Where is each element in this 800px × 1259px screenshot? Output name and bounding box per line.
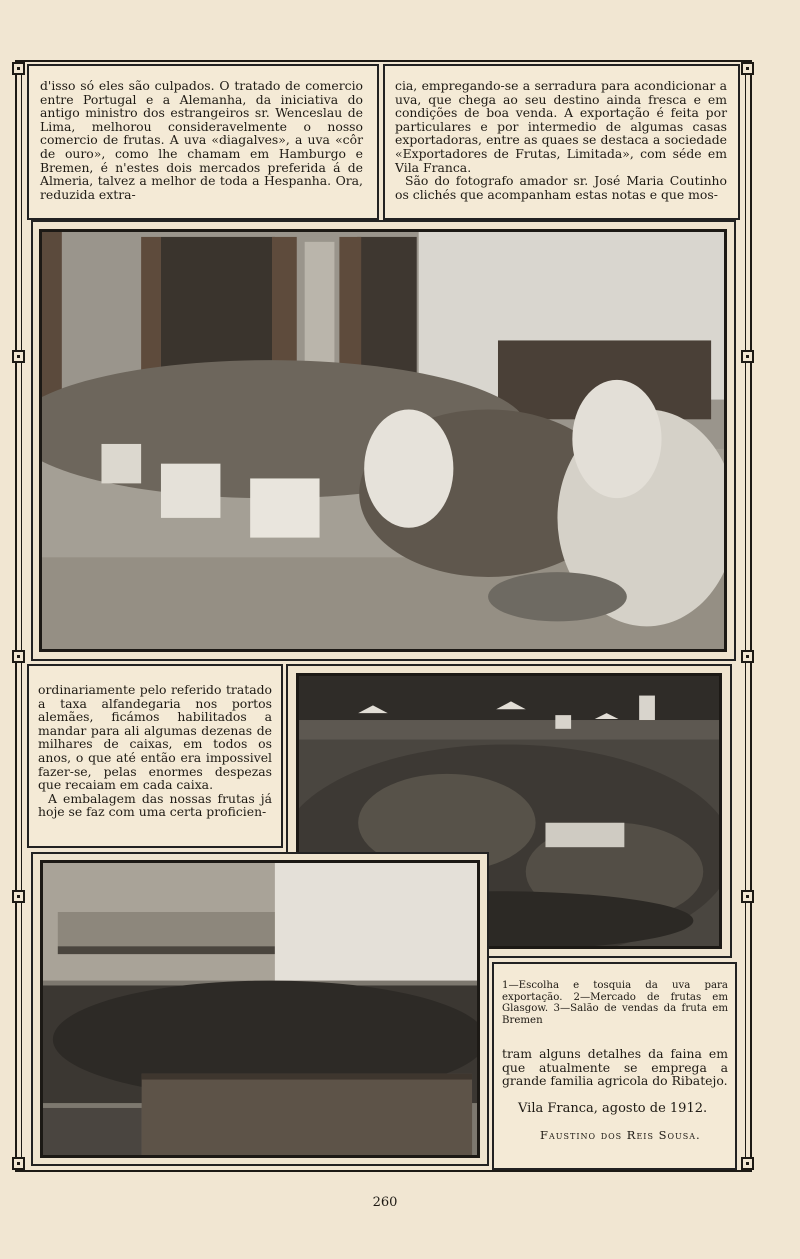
corner-ornament-icon: [741, 1157, 754, 1170]
photo-grape-sorting: [39, 229, 727, 652]
paragraph: ordinariamente pelo referido tratado a taxa alfandegaria nos portos alemães, ficámos habilitados a mandar para ali algumas dezenas de milhares de caixas, em todos os anos, o que até então era impossivel fazer-se, pelas enormes despezas que recaiam em cada caixa.: [38, 682, 272, 793]
frame-left-line-inner: [21, 62, 22, 1172]
author-signature: Faustino dos Reis Sousa.: [540, 1128, 701, 1142]
paragraph: tram alguns detalhes da faina em que atualmente se emprega a grande familia agricola do Ribatejo.: [502, 1046, 728, 1089]
corner-ornament-icon: [741, 62, 754, 75]
corner-ornament-icon: [12, 1157, 25, 1170]
article-text-top-left: [40, 79, 363, 201]
photo-bremen-sales-hall: [40, 860, 480, 1158]
paragraph: São do fotografo amador sr. José Maria Coutinho os clichés que acompanham estas notas e que mos-: [395, 173, 727, 202]
frame-ornament-icon: [12, 650, 25, 663]
paragraph: cia, empregando-se a serradura para acondicionar a uva, que chega ao seu destino ainda fresca e em condições de boa venda. A exportação é feita por particulares e por intermedio de algumas casas exportadoras, entre as quaes se destaca a sociedade «Exportadores de Frutas, Limitada», com séde em Vila Franca.: [395, 78, 727, 175]
paragraph: d'isso só eles são culpados. O tratado de comercio entre Portugal e a Alemanha, da iniciativa do antigo ministro dos estrangeiros sr. Wenceslau de Lima, melhorou consideravelmente o nosso comercio de frutas. A uva «diagalves», a uva «côr de ouro», como lhe chamam em Hamburgo e Bremen, é n'estes dois mercados preferida á de Almeria, talvez a melhor de toda a Hespanha. Ora, reduzida extra-: [40, 78, 363, 202]
frame-top-line: [15, 60, 752, 62]
corner-ornament-icon: [12, 62, 25, 75]
page-number: 260: [372, 1195, 398, 1210]
frame-ornament-icon: [741, 650, 754, 663]
photo-caption: 1—Escolha e tosquia da uva para exportação. 2—Mercado de frutas em Glasgow. 3—Salão de vendas da fruta em Bremen: [502, 980, 728, 1026]
article-text-mid-left: [38, 683, 272, 819]
frame-ornament-icon: [741, 350, 754, 363]
place-date: Vila Franca, agosto de 1912.: [518, 1101, 708, 1116]
frame-ornament-icon: [741, 890, 754, 903]
frame-ornament-icon: [12, 890, 25, 903]
article-text-closing: [502, 1047, 728, 1088]
frame-bottom-line: [15, 1170, 752, 1172]
frame-left-line: [15, 62, 17, 1172]
article-text-top-right: [395, 79, 727, 201]
paragraph: A embalagem das nossas frutas já hoje se faz com uma certa proficien-: [38, 790, 272, 820]
frame-right-line-inner: [745, 62, 746, 1172]
frame-ornament-icon: [12, 350, 25, 363]
frame-right-line: [750, 62, 752, 1172]
